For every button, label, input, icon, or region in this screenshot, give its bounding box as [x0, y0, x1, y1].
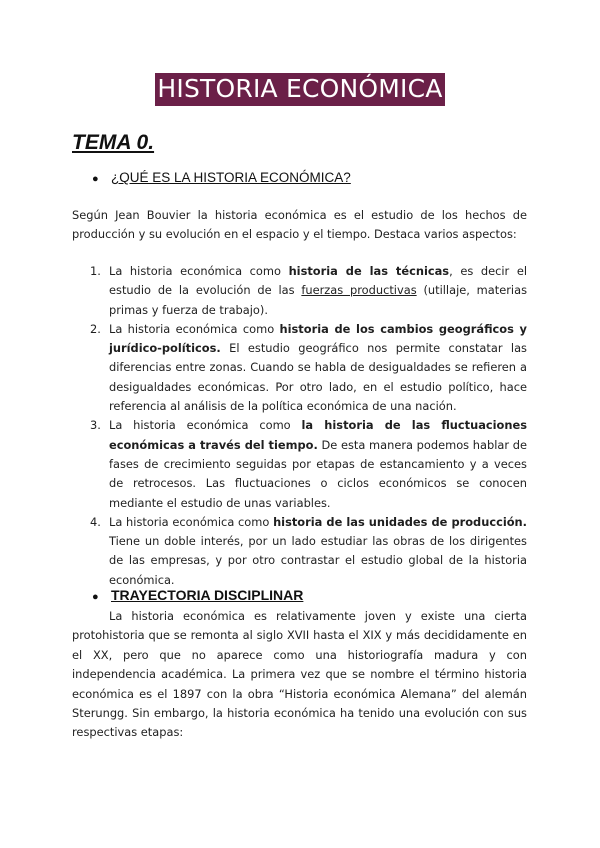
title-banner	[0, 73, 600, 106]
trayectoria-paragraph: La historia económica es relativamente joven y existe una cierta protohistoria que se remonta al siglo XVII hasta el XIX y más decididamente en el XX, pero que no aparece como una historiografía madura y con independencia académica. La primera vez que se nombre el término historia económica es el 1897 con la obra “Historia económica Alemana” del alemán Sterungg. Sin embargo, la historia económica ha tenido una evolución con sus respectivas etapas:	[72, 609, 527, 740]
item-bold-text: historia de las técnicas	[288, 264, 450, 278]
list-number: 1.	[90, 264, 101, 278]
item-underlined-text: fuerzas productivas	[301, 283, 417, 298]
item-bold-text: historia de las unidades de producción.	[273, 514, 527, 529]
section-heading-text: TRAYECTORIA DISCIPLINAR	[111, 587, 304, 603]
aspects-list	[72, 262, 527, 590]
item-bold-text: historia de los cambios geográficos y jurídico-políticos.	[109, 321, 527, 356]
item-text: La historia económica como	[109, 264, 289, 278]
item-text: La historia económica como	[109, 514, 274, 529]
section-heading-text: ¿QUÉ ES LA HISTORIA ECONÓMICA?	[111, 170, 351, 185]
bullet-icon: ●	[92, 173, 99, 185]
section-heading-que-es	[92, 170, 351, 185]
section-heading-trayectoria	[92, 587, 303, 603]
list-item	[72, 513, 527, 590]
list-item	[72, 320, 527, 416]
item-text: De esta manera podemos hablar de fases de crecimiento seguidas por etapas de estancamiento y a veces de retrocesos. Las fluctuaciones o ciclos económicos se conocen mediante el estudio de unas variables.	[109, 437, 527, 510]
list-item	[72, 416, 527, 512]
item-text: Tiene un doble interés, por un lado estudiar las obras de los dirigentes de las empresas, y por otro contrastar el estudio global de la historia económica.	[109, 534, 527, 587]
tema-heading: TEMA 0.	[72, 131, 155, 154]
bullet-icon: ●	[92, 591, 99, 603]
list-number: 4.	[90, 514, 101, 529]
document-title: HISTORIA ECONÓMICA	[155, 73, 444, 106]
item-text: La historia económica como	[109, 418, 302, 433]
item-text: El estudio geográfico nos permite constatar las diferencias entre zonas. Cuando se habla de desigualdades se refieren a desigualdades económicas. Por otro lado, en el estudio político, hace referencia al análisis de la política económica de una nación.	[109, 341, 527, 414]
list-number: 2.	[90, 321, 101, 336]
list-item	[72, 262, 527, 320]
item-text: , es decir el estudio de la evolución de las	[109, 264, 527, 298]
intro-paragraph: Según Jean Bouvier la historia económica es el estudio de los hechos de producción y su evolución en el espacio y el tiempo. Destaca varios aspectos:	[72, 208, 527, 242]
list-number: 3.	[90, 418, 101, 433]
item-bold-text: la historia de las fluctuaciones económicas a través del tiempo.	[109, 418, 527, 452]
item-text: La historia económica como	[109, 321, 280, 336]
item-text: (utillaje, materias primas y fuerza de trabajo).	[109, 283, 527, 317]
